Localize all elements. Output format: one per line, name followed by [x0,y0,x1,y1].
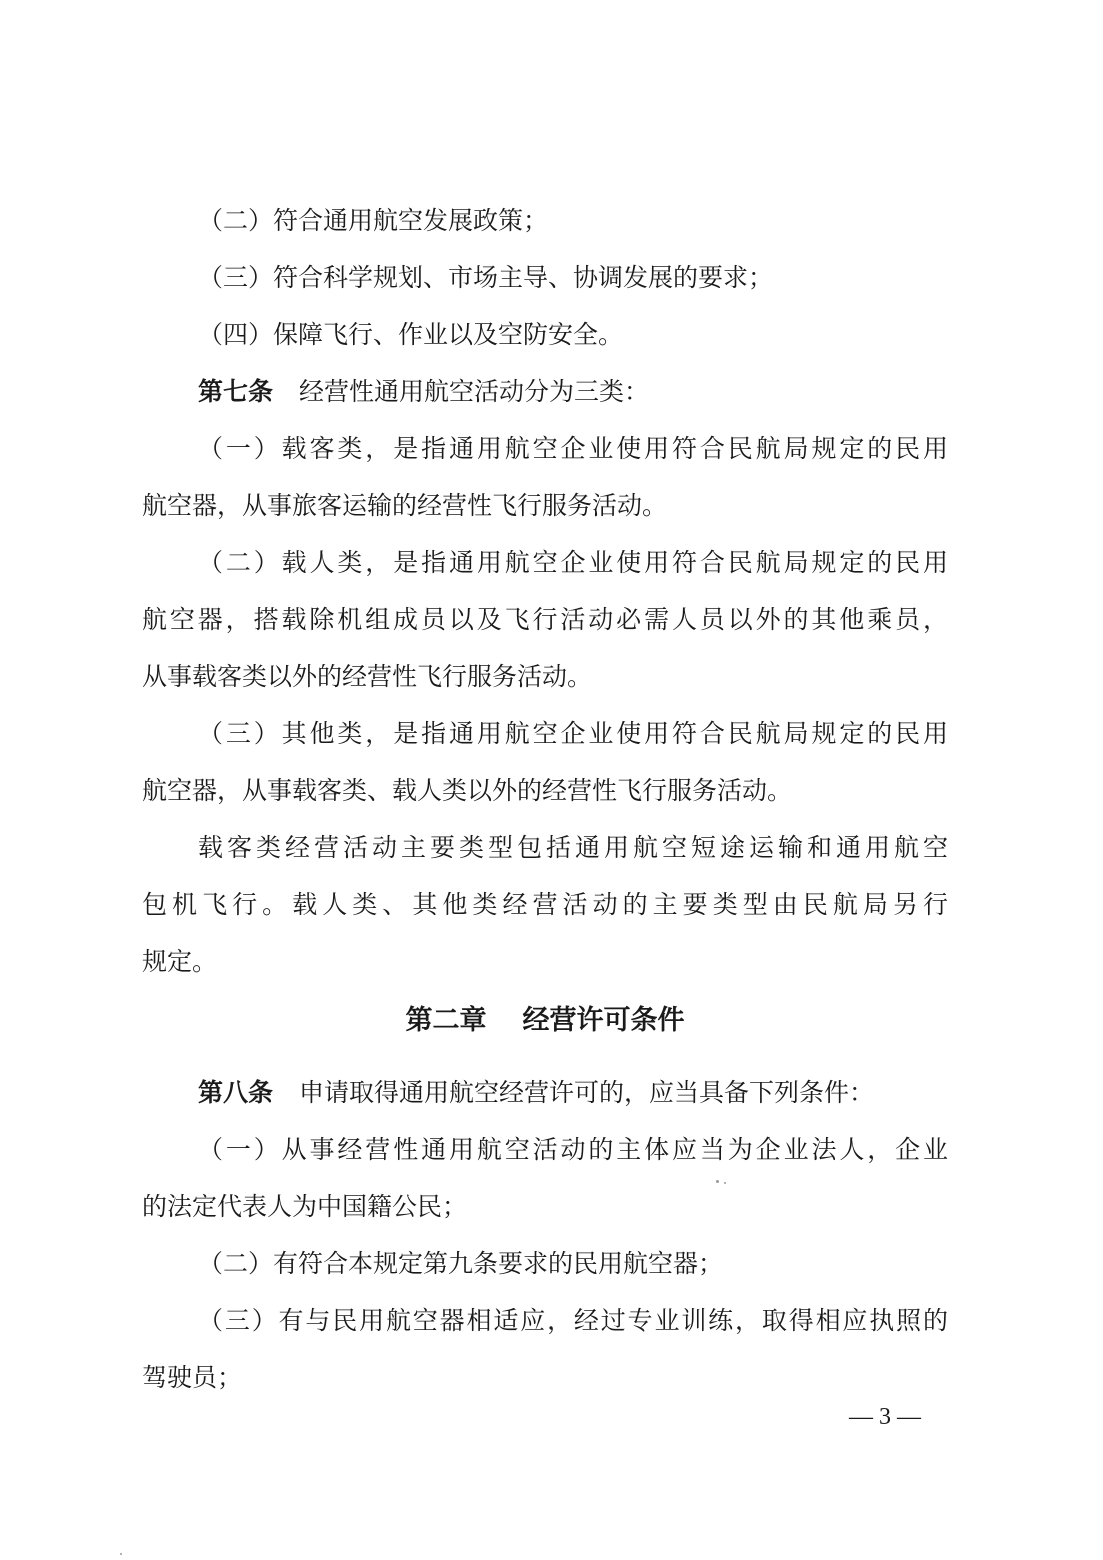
article-7-paragraph-line-1: 载客类经营活动主要类型包括通用航空短途运输和通用航空 [198,833,948,862]
article-8-heading-line [198,1076,948,1110]
article-8-intro: 申请取得通用航空经营许可的，应当具备下列条件： [299,1078,875,1107]
clause-3-line: （三）符合科学规划、市场主导、协调发展的要求； [198,263,774,292]
article-7-item-2-line-3: 从事载客类以外的经营性飞行服务活动。 [142,662,593,691]
article-7-item-2-line-2: 航空器，搭载除机组成员以及飞行活动必需人员以外的其他乘员， [142,605,948,634]
article-8-item-3-line-2: 驾驶员； [142,1363,243,1392]
scan-speck [716,1180,719,1183]
scan-speck [724,1182,726,1184]
article-8-title: 第八条 [198,1078,274,1107]
article-7-intro: 经营性通用航空活动分为三类： [299,377,650,406]
chapter-2-heading [142,1003,948,1039]
article-7-paragraph-line-3: 规定。 [142,947,218,976]
page-number: — 3 — [849,1404,921,1430]
article-8-item-1-line-2: 的法定代表人为中国籍公民； [142,1192,468,1221]
article-7-heading-line [198,375,948,409]
scan-speck [120,1553,122,1555]
article-7-item-1-line-2: 航空器，从事旅客运输的经营性飞行服务活动。 [142,491,668,520]
article-7-paragraph-line-2: 包机飞行。载人类、其他类经营活动的主要类型由民航局另行 [142,890,948,919]
clause-2-line: （二）符合通用航空发展政策； [198,206,549,235]
article-7-item-3-line-1: （三）其他类，是指通用航空企业使用符合民航局规定的民用 [198,719,948,748]
article-7-item-2-line-1: （二）载人类，是指通用航空企业使用符合民航局规定的民用 [198,548,948,577]
chapter-2-number: 第二章 [405,1005,487,1036]
chapter-2-title: 经营许可条件 [522,1005,685,1036]
article-7-item-3-line-2: 航空器，从事载客类、载人类以外的经营性飞行服务活动。 [142,776,793,805]
article-7-item-1-line-1: （一）载客类，是指通用航空企业使用符合民航局规定的民用 [198,434,948,463]
article-7-title: 第七条 [198,377,274,406]
article-8-item-3-line-1: （三）有与民用航空器相适应，经过专业训练，取得相应执照的 [198,1306,948,1335]
article-8-item-1-line-1: （一）从事经营性通用航空活动的主体应当为企业法人，企业 [198,1135,948,1164]
clause-4-line: （四）保障飞行、作业以及空防安全。 [198,320,624,349]
article-8-item-2-line: （二）有符合本规定第九条要求的民用航空器； [198,1249,724,1278]
